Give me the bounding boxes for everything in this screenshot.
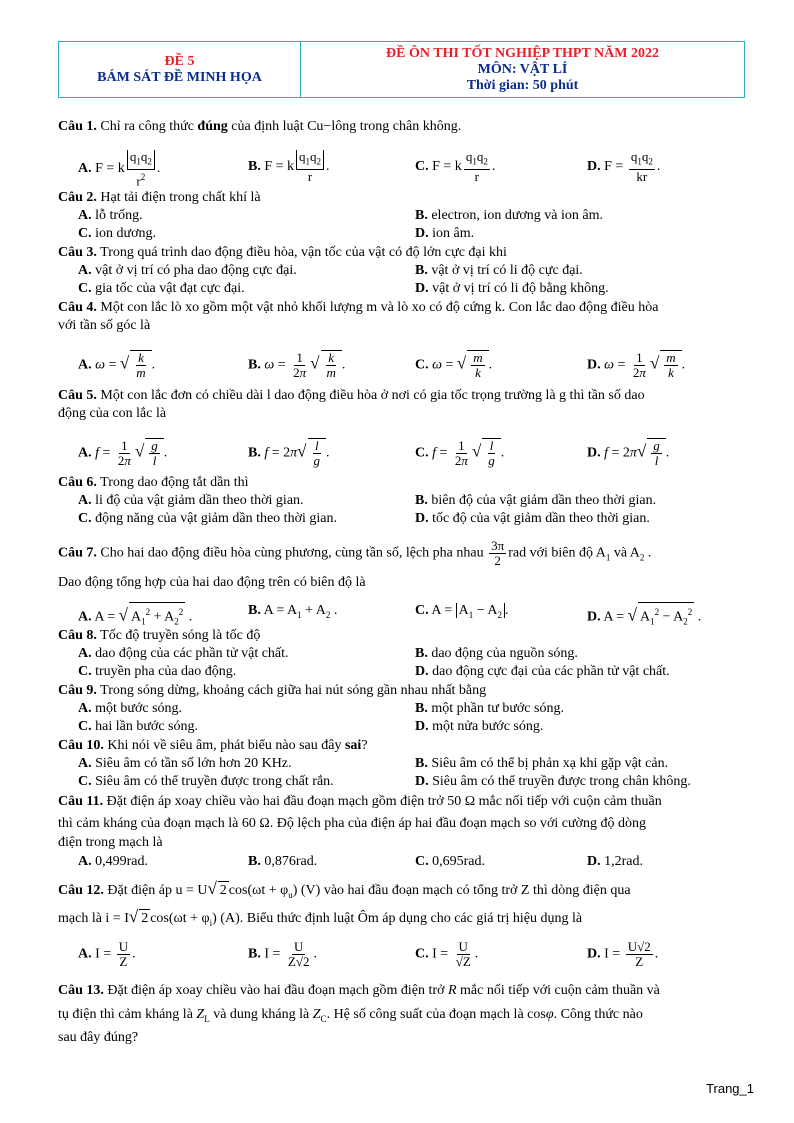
header-right xyxy=(301,42,744,97)
option-c[interactable]: C. động năng của vật giảm dần theo thời gian. xyxy=(78,511,337,526)
option-b[interactable]: B. Siêu âm có thể bị phản xạ khi gặp vật cản. xyxy=(415,756,669,771)
option-b[interactable]: B. vật ở vị trí có li độ cực đại. xyxy=(415,263,583,278)
option-a[interactable]: A. dao động của các phần tử vật chất. xyxy=(78,646,289,661)
exam-subject: MÔN: VẬT LÍ xyxy=(477,61,568,77)
question-1-options xyxy=(78,149,758,188)
question-8-options-1 xyxy=(78,645,758,663)
option-c[interactable]: C. 0,695rad. xyxy=(415,854,486,869)
question-2: Câu 2. Hạt tải điện trong chất khí là xyxy=(58,190,261,205)
option-a[interactable]: A. lỗ trống. xyxy=(78,208,143,223)
option-d[interactable]: D. A = √ $A_1^2 - A_2^2$ . xyxy=(587,602,701,630)
option-c[interactable]: C. I = $\frac{U}{√Z}$ . xyxy=(415,939,479,969)
exam-subtitle: BÁM SÁT ĐỀ MINH HỌA xyxy=(97,69,262,85)
option-b[interactable]: B. 0,876rad. xyxy=(248,854,318,869)
question-1: Câu 1. Chỉ ra công thức đúng của định luật Cu−lông trong chân không. xyxy=(58,119,462,134)
exam-header xyxy=(58,41,745,98)
option-b[interactable]: B. biên độ của vật giảm dần theo thời gian. xyxy=(415,493,657,508)
exam-number: ĐỀ 5 xyxy=(164,53,195,69)
header-left xyxy=(59,42,301,97)
question-13-cont-2: sau đây đúng? xyxy=(58,1030,139,1045)
question-11-options xyxy=(78,853,758,871)
option-a[interactable]: A. ω = √ $\frac{k}{m}$ . xyxy=(78,350,156,380)
question-11-cont: thì cảm kháng của đoạn mạch là 60 Ω. Độ lệch pha của điện áp hai đầu đoạn mạch so với cường độ dòng xyxy=(58,816,646,831)
option-b[interactable]: B. $A = A_1 + A_2$ . xyxy=(248,603,338,620)
option-b[interactable]: B. dao động của nguồn sóng. xyxy=(415,646,578,661)
exam-title: ĐỀ ÔN THI TỐT NGHIỆP THPT NĂM 2022 xyxy=(386,45,659,61)
option-b[interactable]: B. I = $\frac{U}{Z√2}$ . xyxy=(248,939,317,969)
option-c[interactable]: C. gia tốc của vật đạt cực đại. xyxy=(78,281,245,296)
question-11-cont-2: điện trong mạch là xyxy=(58,835,163,850)
option-d[interactable]: D. tốc độ của vật giảm dần theo thời gian. xyxy=(415,511,650,526)
option-b[interactable]: B. F = k $\frac{q_1q_2}{r}$ . xyxy=(248,149,330,184)
question-2-options-1 xyxy=(78,207,758,225)
option-d[interactable]: D. vật ở vị trí có li độ bằng không. xyxy=(415,281,609,296)
question-10-options-1 xyxy=(78,755,758,773)
option-d[interactable]: D. F = $\frac{q_1q_2}{kr}$ . xyxy=(587,149,661,184)
option-a[interactable]: A. 0,499rad. xyxy=(78,854,149,869)
option-c[interactable]: C. F = k $\frac{q_1q_2}{r}$ . xyxy=(415,149,496,184)
exam-duration: Thời gian: 50 phút xyxy=(466,77,579,93)
option-c[interactable]: C. ion dương. xyxy=(78,226,157,241)
option-d[interactable]: D. ion âm. xyxy=(415,226,475,241)
option-c[interactable]: C. $A = A_1 - A_2$ . xyxy=(415,603,509,620)
option-d[interactable]: D. một nửa bước sóng. xyxy=(415,719,544,734)
option-c[interactable]: C. f = $\frac{1}{2\pi}$ √ $\frac{l}{g}$ . xyxy=(415,438,505,468)
question-13: Câu 13. Đặt điện áp xoay chiều vào hai đầu đoạn mạch gồm điện trở R mắc nối tiếp với cuộn cảm thuần và xyxy=(58,983,660,998)
question-8-options-2 xyxy=(78,663,758,681)
question-10: Câu 10. Khi nói về siêu âm, phát biểu nào sau đây sai? xyxy=(58,738,368,753)
option-a[interactable]: A. vật ở vị trí có pha dao động cực đại. xyxy=(78,263,297,278)
option-a[interactable]: A. f = $\frac{1}{2\pi}$ √ $\frac{g}{l}$ . xyxy=(78,438,168,468)
question-12-options xyxy=(78,939,758,969)
question-3-options-1 xyxy=(78,262,758,280)
question-11: Câu 11. Đặt điện áp xoay chiều vào hai đầu đoạn mạch gồm điện trở 50 Ω mắc nối tiếp với cuộn cảm thuần xyxy=(58,794,662,809)
question-9-options-2 xyxy=(78,718,758,736)
question-8: Câu 8. Tốc độ truyền sóng là tốc độ xyxy=(58,628,261,643)
question-5-cont: động của con lắc là xyxy=(58,406,167,421)
option-b[interactable]: B. ω = $\frac{1}{2\pi}$ √ $\frac{k}{m}$ . xyxy=(248,350,346,380)
page-number: Trang_1 xyxy=(706,1081,754,1096)
option-a[interactable]: A. Siêu âm có tần số lớn hơn 20 KHz. xyxy=(78,756,292,771)
option-c[interactable]: C. hai lần bước sóng. xyxy=(78,719,198,734)
option-a[interactable]: A. A = √ $A_1^2 + A_2^2$ . xyxy=(78,602,192,630)
question-7-cont: Dao động tổng hợp của hai dao động trên có biên độ là xyxy=(58,575,366,590)
option-c[interactable]: C. truyền pha của dao động. xyxy=(78,664,237,679)
option-d[interactable]: D. I = $\frac{U√2}{Z}$ . xyxy=(587,939,659,969)
option-a[interactable]: A. I = $\frac{U}{Z}$ . xyxy=(78,939,136,969)
option-a[interactable]: A. li độ của vật giảm dần theo thời gian. xyxy=(78,493,304,508)
question-9-options-1 xyxy=(78,700,758,718)
question-13-cont: tụ điện thì cảm kháng là $Z_L$ và dung kháng là $Z_C$. Hệ số công suất của đoạn mạch là cosφ. Công thức nào xyxy=(58,1007,643,1024)
question-6-options-2 xyxy=(78,510,758,528)
option-a[interactable]: A. F = k $\frac{q_1q_2}{r^2}$ . xyxy=(78,149,161,188)
option-b[interactable]: B. electron, ion dương và ion âm. xyxy=(415,208,604,223)
question-4-options xyxy=(78,350,758,380)
option-d[interactable]: D. f = 2π√ $\frac{g}{l}$ . xyxy=(587,438,670,468)
question-6: Câu 6. Trong dao động tắt dần thì xyxy=(58,475,249,490)
option-d[interactable]: D. dao động cực đại của các phần tử vật chất. xyxy=(415,664,670,679)
question-7-options xyxy=(78,602,758,627)
question-4-cont: với tần số góc là xyxy=(58,318,151,333)
question-4: Câu 4. Một con lắc lò xo gồm một vật nhỏ khối lượng m và lò xo có độ cứng k. Con lắc dao động điều hòa xyxy=(58,300,659,315)
question-3: Câu 3. Trong quá trình dao động điều hòa, vận tốc của vật có độ lớn cực đại khi xyxy=(58,245,507,260)
option-b[interactable]: B. một phần tư bước sóng. xyxy=(415,701,564,716)
question-12-cont: mạch là i = I√ 2 $\cos(\omega t + \varphi_i)$ (A). Biểu thức định luật Ôm áp dụng cho các giá trị hiệu dụng là xyxy=(58,907,583,928)
option-d[interactable]: D. Siêu âm có thể truyền được trong chân không. xyxy=(415,774,691,789)
option-d[interactable]: D. ω = $\frac{1}{2\pi}$ √ $\frac{m}{k}$ . xyxy=(587,350,686,380)
question-12: Câu 12. Đặt điện áp u = U√ 2 $\cos(\omega t + \varphi_u)$ (V) vào hai đầu đoạn mạch có tổng trở Z thì dòng điện qua xyxy=(58,879,631,900)
question-6-options-1 xyxy=(78,492,758,510)
question-9: Câu 9. Trong sóng dừng, khoảng cách giữa hai nút sóng gần nhau nhất bằng xyxy=(58,683,487,698)
question-7: Câu 7. Cho hai dao động điều hòa cùng phương, cùng tần số, lệch pha nhau $\frac{3\pi}{2}$ rad với biên độ $A_1$ và $A_2$ . xyxy=(58,538,652,568)
option-c[interactable]: C. Siêu âm có thể truyền được trong chất rắn. xyxy=(78,774,334,789)
option-c[interactable]: C. ω = √ $\frac{m}{k}$ . xyxy=(415,350,493,380)
question-5: Câu 5. Một con lắc đơn có chiều dài l dao động điều hòa ở nơi có gia tốc trọng trường là g thì tần số dao xyxy=(58,388,645,403)
option-a[interactable]: A. một bước sóng. xyxy=(78,701,183,716)
question-3-options-2 xyxy=(78,280,758,298)
option-d[interactable]: D. 1,2rad. xyxy=(587,854,644,869)
question-5-options xyxy=(78,438,758,468)
option-b[interactable]: B. f = 2π√ $\frac{l}{g}$ . xyxy=(248,438,330,468)
question-2-options-2 xyxy=(78,225,758,243)
question-10-options-2 xyxy=(78,773,758,791)
